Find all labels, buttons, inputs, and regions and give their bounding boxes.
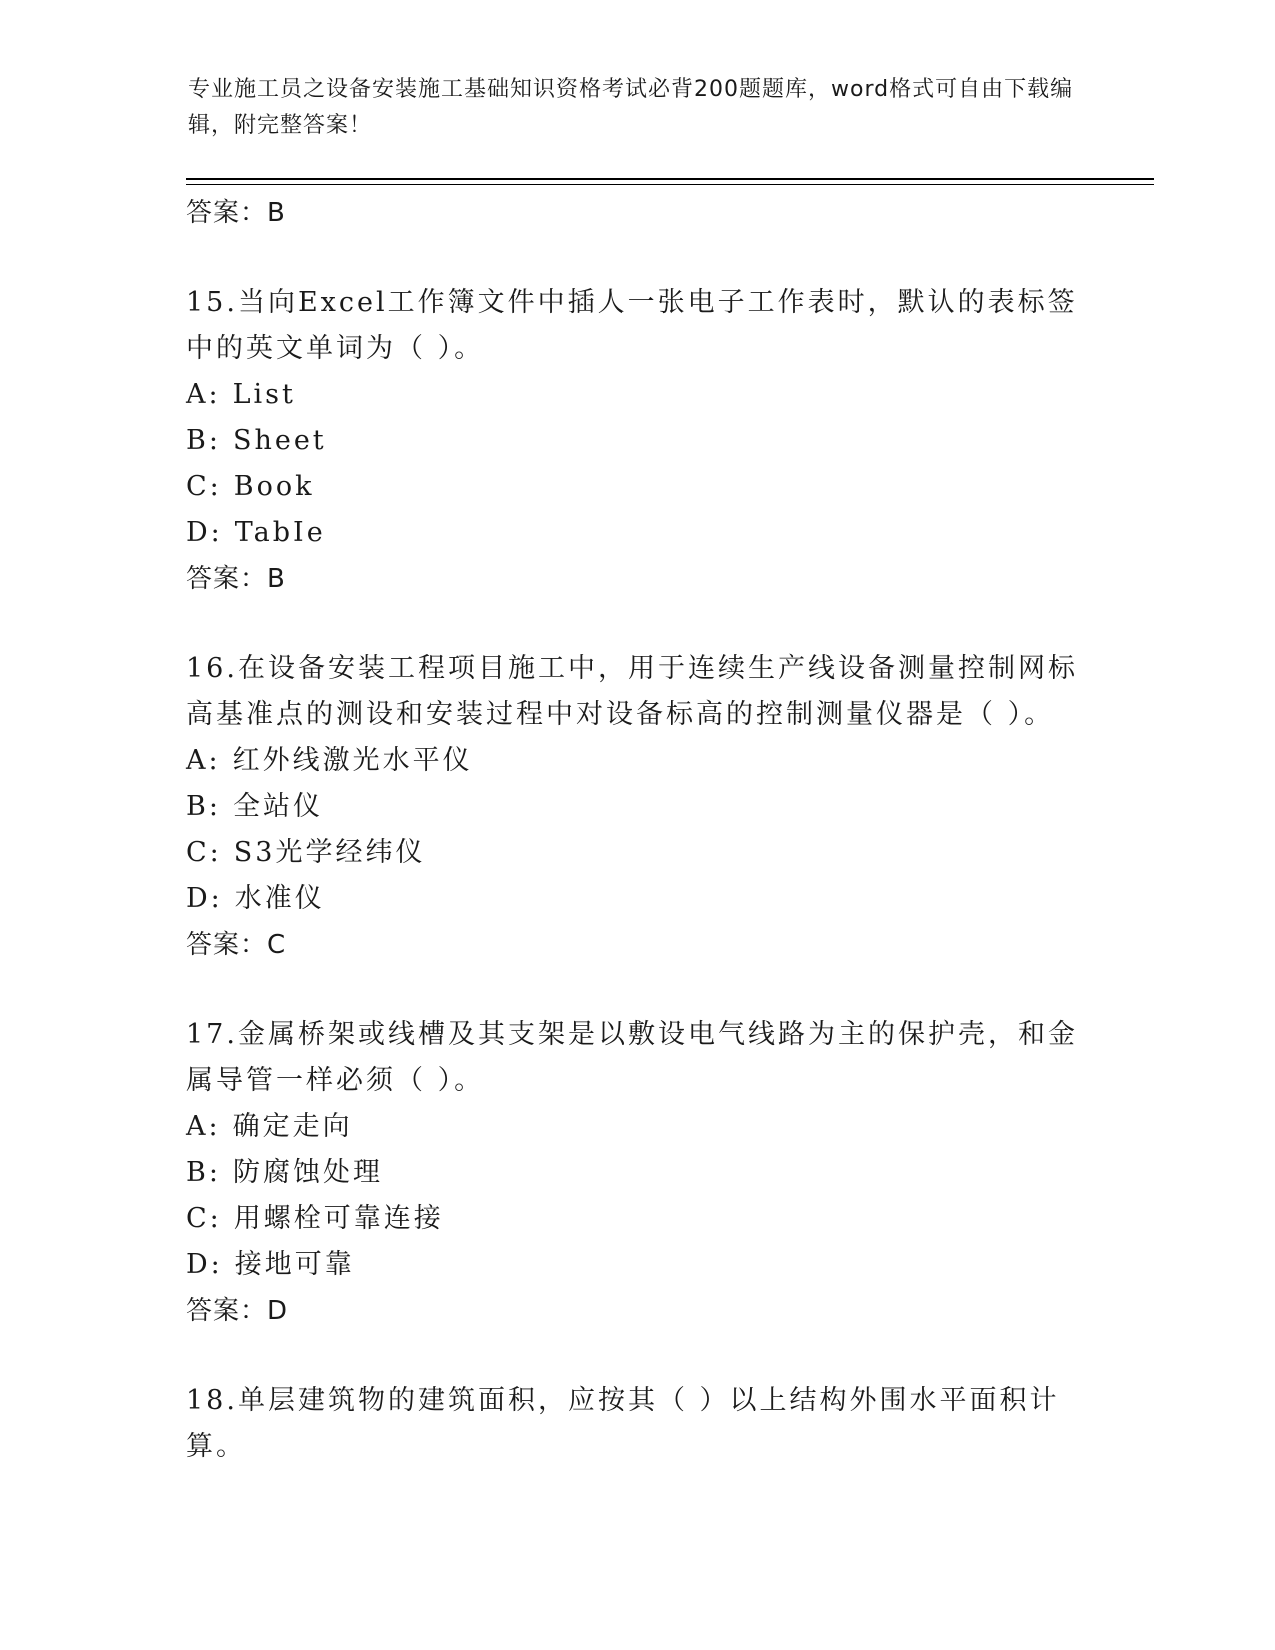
option-text: TabIe (234, 517, 326, 548)
option-c (186, 830, 1086, 876)
question-stem: 15.当向Excel工作簿文件中插人一张电子工作表时，默认的表标签中的英文单词为（ ）。 (186, 287, 1078, 364)
option-text: 水准仪 (234, 883, 325, 914)
question-list (186, 190, 1086, 1470)
option-text: 防腐蚀处理 (232, 1157, 383, 1188)
answer-line: 答案：D (186, 1296, 289, 1326)
option-key: D: (186, 883, 223, 914)
question-stem: 17.金属桥架或线槽及其支架是以敷设电气线路为主的保护壳，和金属导管一样必须（ ）。 (186, 1019, 1078, 1096)
option-key: D: (186, 517, 223, 548)
option-key: A: (186, 745, 221, 776)
option-key: C: (186, 837, 222, 868)
answer-line: 答案：B (186, 564, 286, 594)
option-text: 红外线激光水平仪 (232, 745, 473, 776)
question-stem: 18.单层建筑物的建筑面积，应按其（ ）以上结构外围水平面积计算。 (186, 1385, 1060, 1462)
question-18 (186, 1378, 1086, 1470)
option-text: Book (233, 471, 315, 502)
option-a (186, 1104, 1086, 1150)
option-key: A: (186, 379, 221, 410)
option-text: 全站仪 (232, 791, 323, 822)
option-c (186, 464, 1086, 510)
question-16 (186, 646, 1086, 968)
answer-line: 答案：C (186, 930, 287, 960)
option-d (186, 876, 1086, 922)
option-text: S3光学经纬仪 (233, 837, 426, 868)
option-d (186, 510, 1086, 556)
option-text: 确定走向 (232, 1111, 353, 1142)
option-b (186, 418, 1086, 464)
option-key: B: (186, 1157, 221, 1188)
option-b (186, 784, 1086, 830)
option-b (186, 1150, 1086, 1196)
option-key: A: (186, 1111, 221, 1142)
option-text: List (232, 379, 296, 410)
option-key: B: (186, 425, 221, 456)
header-rule-thin (186, 184, 1154, 185)
question-17 (186, 1012, 1086, 1334)
answer-line: 答案：B (186, 198, 286, 228)
question-15 (186, 280, 1086, 602)
option-a (186, 738, 1086, 784)
option-text: 用螺栓可靠连接 (233, 1203, 444, 1234)
option-c (186, 1196, 1086, 1242)
option-key: B: (186, 791, 221, 822)
option-d (186, 1242, 1086, 1288)
option-a (186, 372, 1086, 418)
option-key: D: (186, 1249, 223, 1280)
option-text: 接地可靠 (234, 1249, 355, 1280)
option-key: C: (186, 1203, 222, 1234)
page-header: 专业施工员之设备安装施工基础知识资格考试必背200题题库，word格式可自由下载编辑，附完整答案！ (188, 77, 1074, 138)
question-stem: 16.在设备安装工程项目施工中，用于连续生产线设备测量控制网标高基准点的测设和安装过程中对设备标高的控制测量仪器是（ ）。 (186, 653, 1078, 730)
option-text: Sheet (232, 425, 327, 456)
header-rule-thick (186, 178, 1154, 180)
option-key: C: (186, 471, 222, 502)
